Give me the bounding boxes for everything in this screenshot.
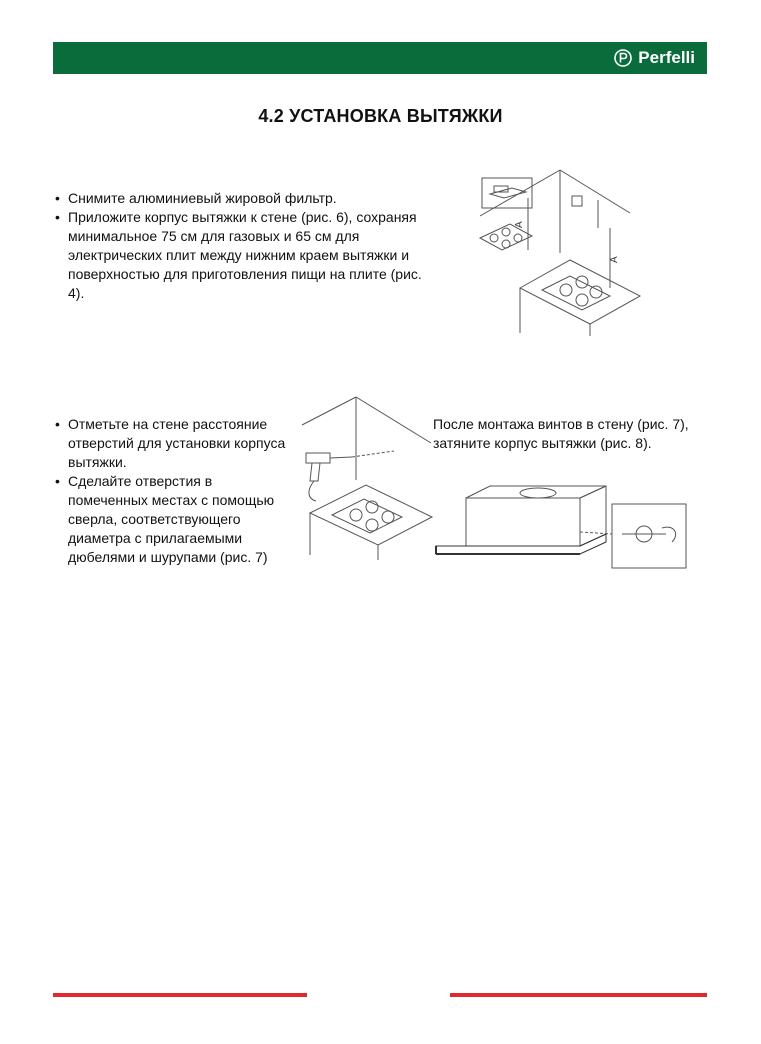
p-circle-icon xyxy=(614,49,632,67)
instruction-item: • Отметьте на стене расстояние отверстий для установки корпуса вытяжки. xyxy=(53,415,293,472)
instruction-item: • Приложите корпус вытяжки к стене (рис. 6), сохраняя минимальное 75 см для газовых и 65 см для электрических плит между нижним краем вытяжки и поверхностью для приготовления пищи на плите (рис. 4). xyxy=(53,208,425,303)
section-3-text: После монтажа винтов в стену (рис. 7), затяните корпус вытяжки (рис. 8). xyxy=(433,416,689,451)
figure-drilling-wall xyxy=(296,395,436,565)
footer-line-left xyxy=(53,993,307,997)
dimension-label-a: A xyxy=(514,221,525,228)
figure-hood-wall-distance xyxy=(470,168,650,338)
brand-logo xyxy=(614,46,695,70)
section-2-text xyxy=(53,415,293,567)
section-1-text xyxy=(53,189,425,303)
dimension-label-a: A xyxy=(609,256,620,263)
brand-name: Perfelli xyxy=(638,48,695,67)
footer-line-right xyxy=(450,993,707,997)
instruction-item: • Сделайте отверстия в помеченных местах с помощью сверла, соответствующего диаметра с прилагаемыми дюбелями и шурупами (рис. 7) xyxy=(53,472,293,567)
page-title: 4.2 УСТАНОВКА ВЫТЯЖКИ xyxy=(258,106,503,126)
header-bar xyxy=(53,42,707,74)
figure-hood-assembly xyxy=(430,472,692,578)
instruction-item: • Снимите алюминиевый жировой фильтр. xyxy=(53,189,425,208)
